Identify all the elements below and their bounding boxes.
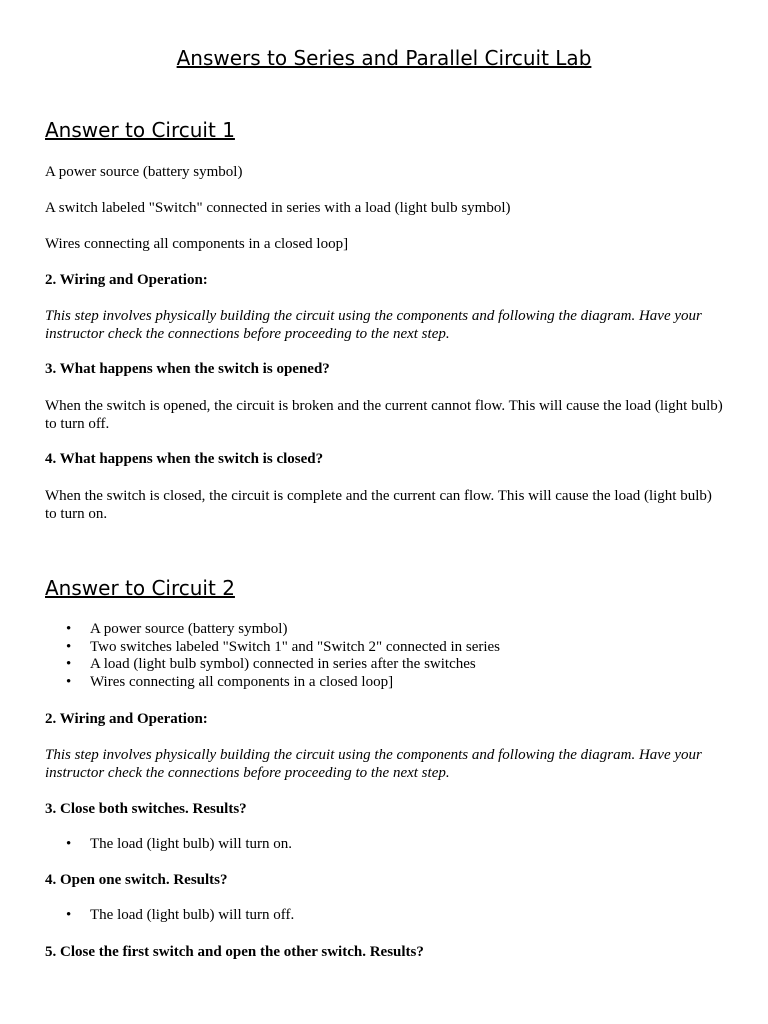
- circuit2-q3-answers: [45, 836, 292, 854]
- circuit1-q3-heading: 3. What happens when the switch is opened?: [45, 361, 330, 377]
- bullet-icon: •: [66, 907, 72, 923]
- list-item: • A power source (battery symbol): [66, 621, 288, 637]
- circuit1-component-switch: A switch labeled "Switch" connected in series with a load (light bulb symbol): [45, 200, 511, 216]
- circuit2-q4-answers: [45, 907, 294, 925]
- list-item: • The load (light bulb) will turn on.: [66, 836, 293, 852]
- circuit2-q3-heading: 3. Close both switches. Results?: [45, 801, 247, 817]
- circuit1-heading: Answer to Circuit 1: [45, 118, 235, 142]
- bullet-icon: •: [66, 656, 72, 672]
- list-item: • A load (light bulb symbol) connected in series after the switches: [66, 656, 476, 672]
- circuit2-wiring-heading: 2. Wiring and Operation:: [45, 711, 208, 727]
- circuit2-wiring-text: This step involves physically building the circuit using the components and following the diagram. Have your instructor check the connections before proceeding to the next step.: [45, 747, 702, 781]
- bullet-icon: •: [66, 673, 72, 690]
- bullet-icon: •: [66, 836, 72, 852]
- circuit1-q3-answer: When the switch is opened, the circuit is broken and the current cannot flow. This will cause the load (light bulb) to turn off.: [45, 398, 723, 432]
- list-item: • Wires connecting all components in a closed loop]: [66, 673, 394, 690]
- circuit1-q4-heading: 4. What happens when the switch is closed?: [45, 451, 324, 467]
- list-item: • The load (light bulb) will turn off.: [66, 907, 295, 923]
- circuit1-wiring-text: This step involves physically building the circuit using the components and following the diagram. Have your instructor check the connections before proceeding to the next step.: [45, 308, 702, 342]
- document-title: Answers to Series and Parallel Circuit Lab: [176, 46, 592, 70]
- circuit2-q5-heading: 5. Close the first switch and open the other switch. Results?: [45, 944, 424, 960]
- circuit2-components-list: [45, 621, 500, 691]
- circuit1-q4-answer: When the switch is closed, the circuit is complete and the current can flow. This will cause the load (light bulb) to turn on.: [45, 488, 712, 522]
- list-item: • Two switches labeled "Switch 1" and "Switch 2" connected in series: [66, 638, 501, 655]
- circuit1-wiring-heading: 2. Wiring and Operation:: [45, 272, 208, 288]
- bullet-icon: •: [66, 621, 72, 637]
- circuit1-component-power: A power source (battery symbol): [45, 164, 243, 180]
- circuit2-heading: Answer to Circuit 2: [45, 576, 235, 600]
- circuit1-component-wires: Wires connecting all components in a closed loop]: [45, 236, 349, 252]
- bullet-icon: •: [66, 638, 72, 655]
- circuit2-q4-heading: 4. Open one switch. Results?: [45, 872, 228, 888]
